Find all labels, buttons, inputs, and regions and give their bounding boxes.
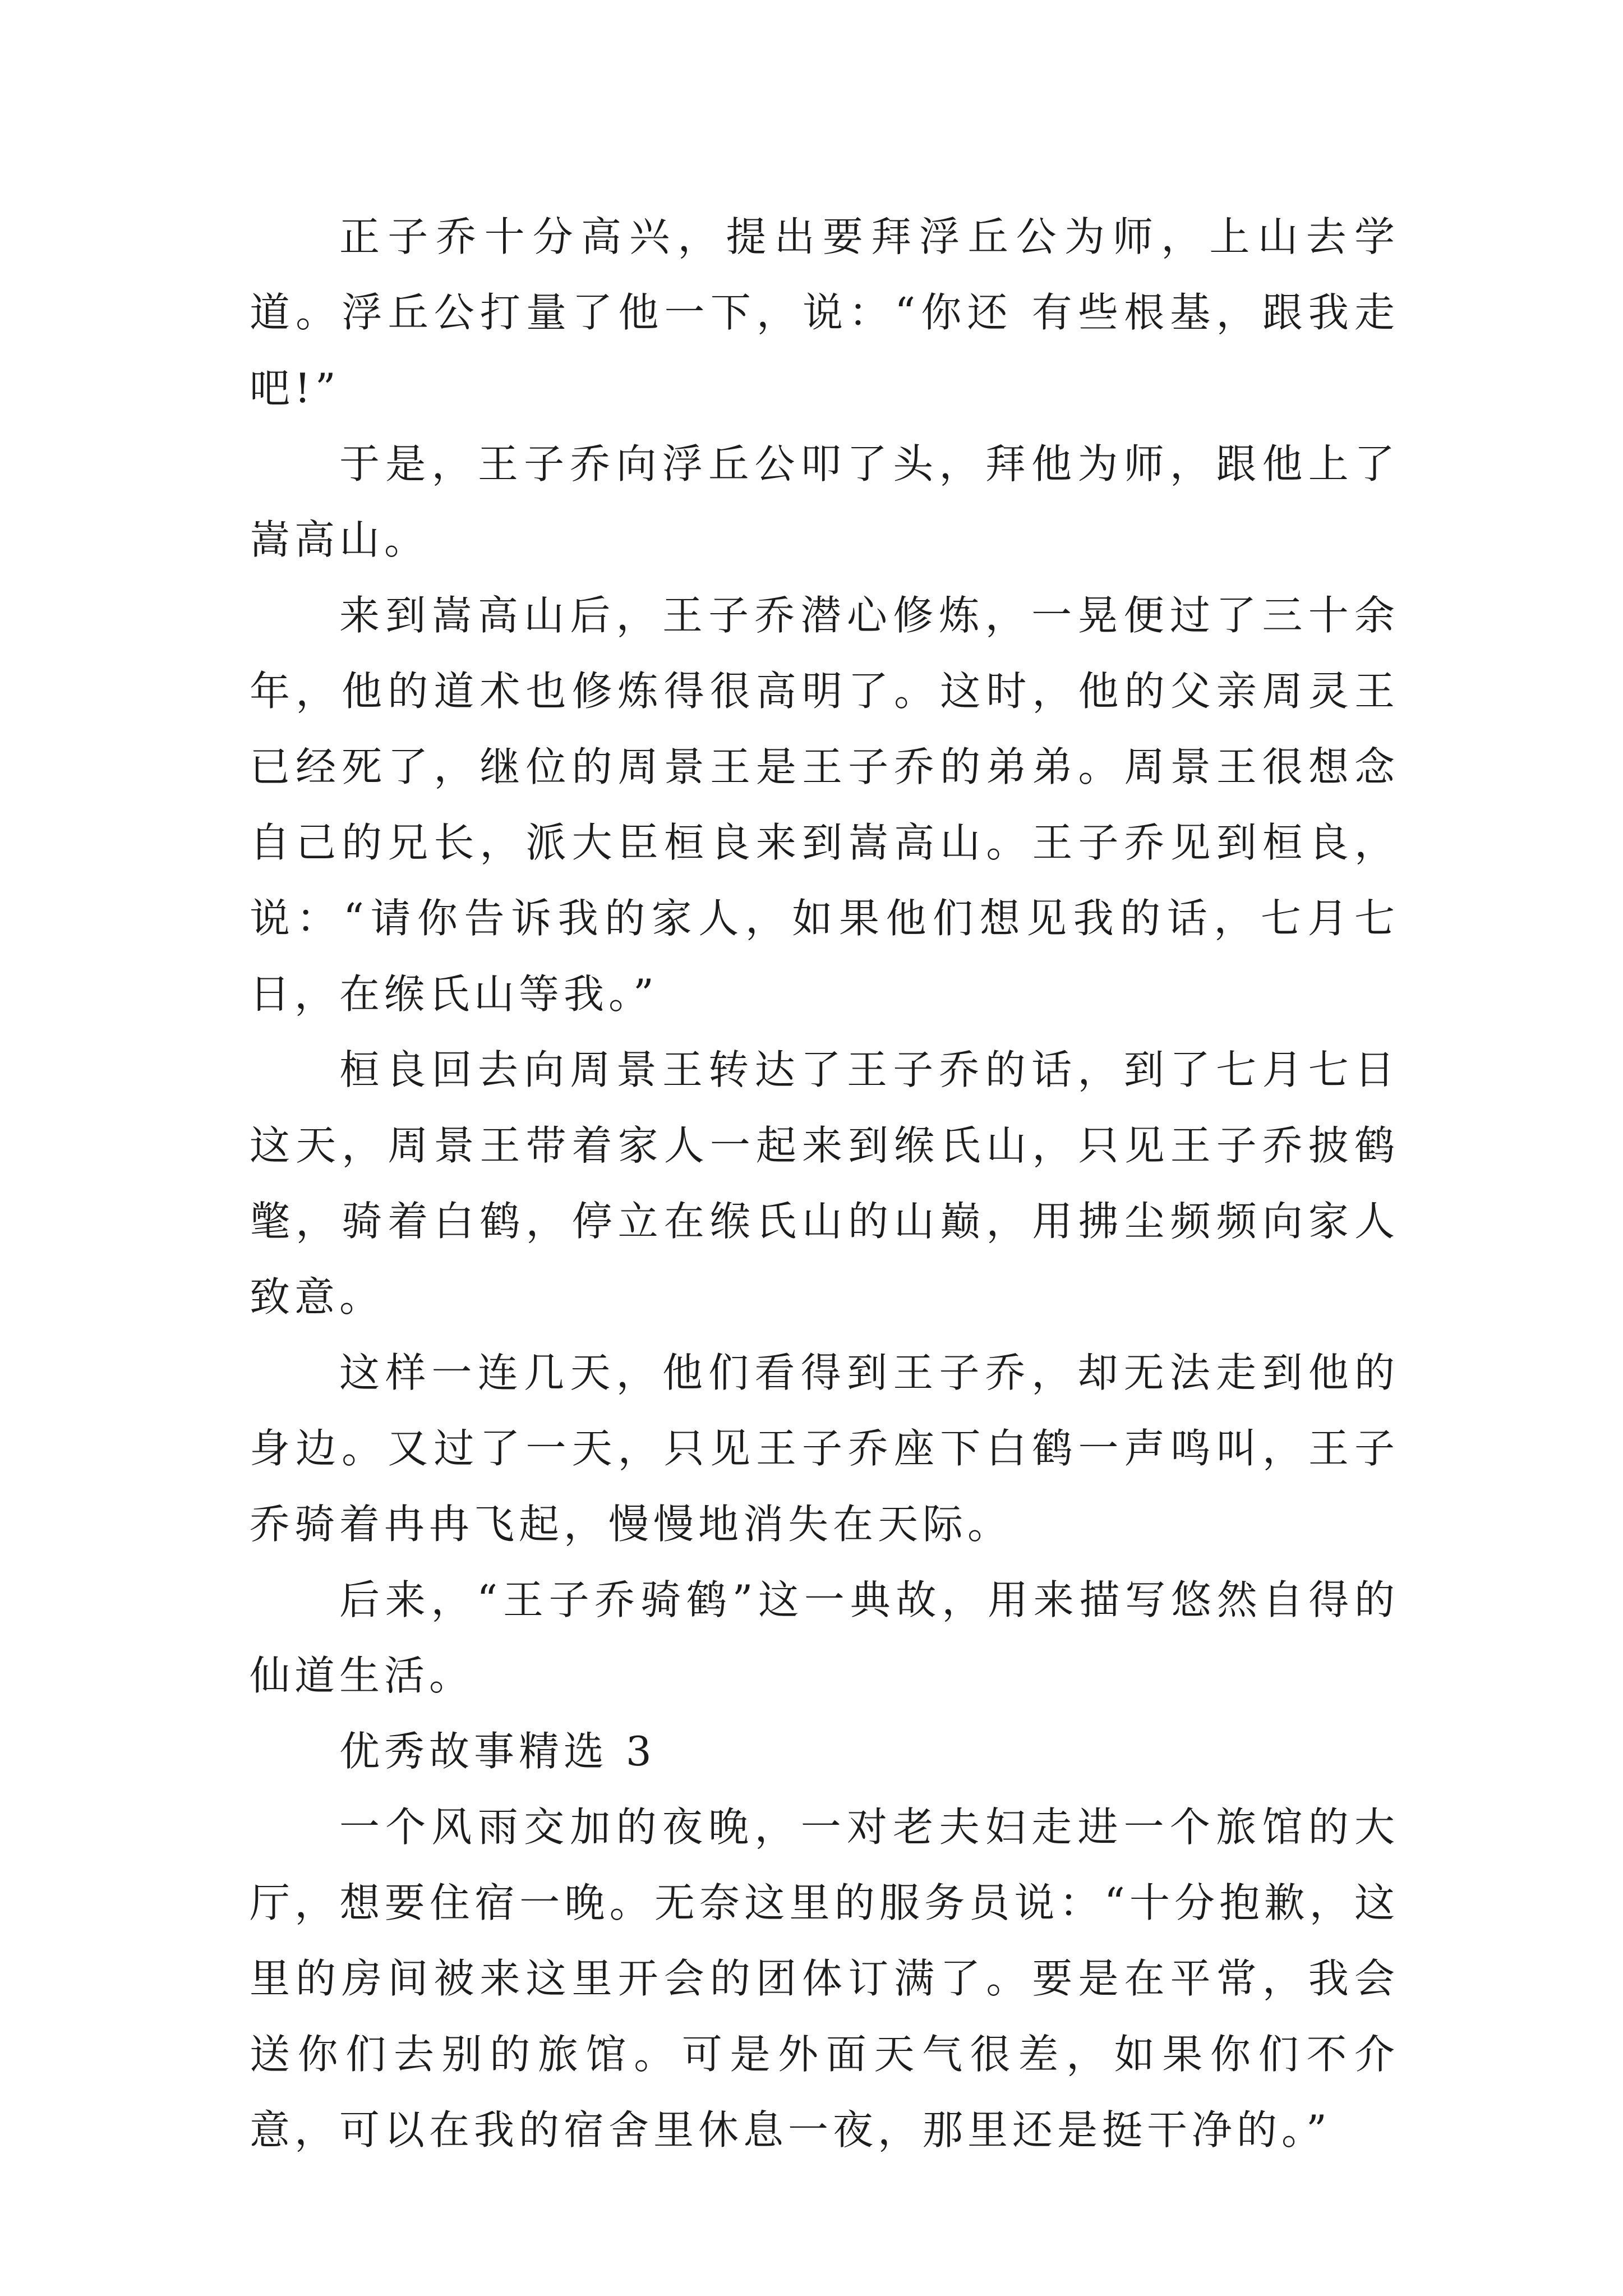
- paragraph: 正子乔十分高兴，提出要拜浮丘公为师，上山去学道。浮丘公打量了他一下，说：“你还 有些根基，跟我走吧!”: [250, 213, 1399, 412]
- paragraph: 于是，王子乔向浮丘公叩了头，拜他为师，跟他上了嵩高山。: [250, 440, 1399, 563]
- document-body: [250, 199, 1399, 2168]
- paragraph: 这样一连几天，他们看得到王子乔，却无法走到他的身边。又过了一天，只见王子乔座下白鹤一声鸣叫，王子乔骑着冉冉飞起，慢慢地消失在天际。: [250, 1349, 1399, 1548]
- section-heading: 优秀故事精选 3: [339, 1728, 656, 1775]
- paragraph: 后来，“王子乔骑鹤”这一典故，用来描写悠然自得的仙道生活。: [250, 1576, 1399, 1699]
- paragraph: 来到嵩高山后，王子乔潜心修炼，一晃便过了三十余年，他的道术也修炼得很高明了。这时，他的父亲周灵王已经死了，继位的周景王是王子乔的弟弟。周景王很想念自己的兄长，派大臣桓良来到嵩高山。王子乔见到桓良，说：“请你告诉我的家人，如果他们想见我的话，七月七日，在缑氏山等我。”: [250, 592, 1399, 1018]
- paragraph: 一个风雨交加的夜晚，一对老夫妇走进一个旅馆的大厅，想要住宿一晚。无奈这里的服务员说：“十分抱歉，这里的房间被来这里开会的团体订满了。要是在平常，我会送你们去别的旅馆。可是外面天气很差，如果你们不介意，可以在我的宿舍里休息一夜，那里还是挺干净的。”: [250, 1803, 1399, 2154]
- paragraph: 桓良回去向周景王转达了王子乔的话，到了七月七日这天，周景王带着家人一起来到缑氏山，只见王子乔披鹤氅，骑着白鹤，停立在缑氏山的山巅，用拂尘频频向家人致意。: [250, 1046, 1399, 1320]
